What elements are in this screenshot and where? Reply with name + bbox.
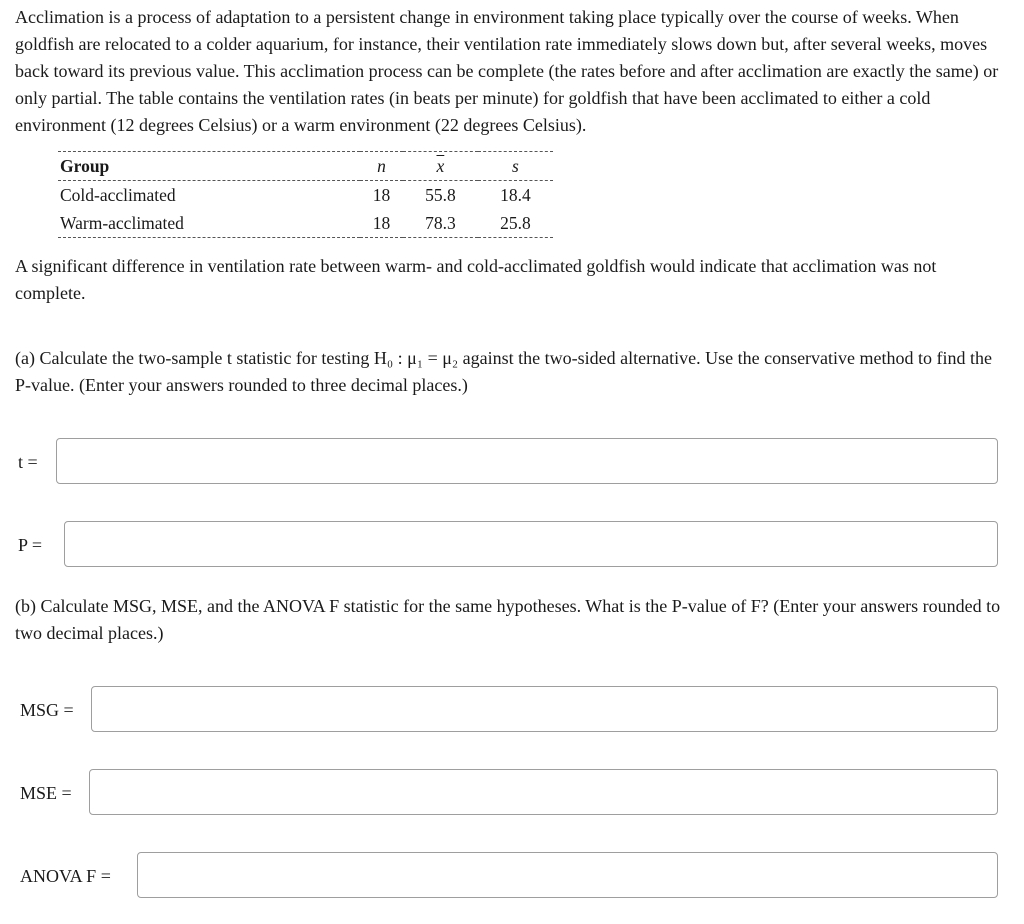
mse-label: MSE = xyxy=(20,783,72,803)
intro-paragraph: Acclimation is a process of adaptation to a persistent change in environment taking place typically over the course of weeks. When goldfish are relocated to a colder aquarium, for instance, their ventilation rate immediately slows down but, after several weeks, moves back toward its previous value. This acclimation process can be complete (the rates before and after acclimation are exactly the same) or only partial. The table contains the ventilation rates (in beats per minute) for goldfish that have been acclimated to either a cold environment (12 degrees Celsius) or a warm environment (22 degrees Celsius). xyxy=(15,7,999,135)
anova-f-label: ANOVA F = xyxy=(20,866,111,886)
header-s: s xyxy=(478,152,553,181)
header-group: Group xyxy=(58,152,360,181)
row-s: 18.4 xyxy=(500,184,531,205)
msg-input[interactable] xyxy=(91,686,998,732)
p-label: P = xyxy=(18,535,42,555)
header-xbar: $\overline{x}$ xyxy=(403,152,478,181)
mse-input[interactable] xyxy=(89,769,998,815)
question-b: (b) Calculate MSG, MSE, and the ANOVA F statistic for the same hypotheses. What is the P-value of F? (Enter your answers rounded to two decimal places.) xyxy=(15,596,1001,643)
row-n: 18 xyxy=(360,209,403,238)
msg-label: MSG = xyxy=(20,700,74,720)
t-statistic-input[interactable] xyxy=(56,438,998,484)
row-xbar: 55.8 xyxy=(425,184,456,205)
p-value-input[interactable] xyxy=(64,521,998,567)
row-s: 25.8 xyxy=(478,209,553,238)
t-label: t = xyxy=(18,452,38,472)
note-paragraph: A significant difference in ventilation rate between warm- and cold-acclimated goldfish would indicate that acclimation was not complete. xyxy=(15,256,937,303)
row-group: Warm-acclimated xyxy=(58,209,360,238)
table-header-row xyxy=(58,152,553,181)
ventilation-table xyxy=(58,151,553,238)
question-a: (a) Calculate the two-sample t statistic for testing H₀ : μ₁ = μ₂ against the two-sided alternative. Use the conservative method to find the P-value. (Enter your answers rounded to three decimal places.) xyxy=(15,348,993,395)
table-row xyxy=(58,209,553,238)
row-group: Cold-acclimated xyxy=(60,184,176,205)
table-row xyxy=(58,181,553,210)
header-n: n xyxy=(360,152,403,181)
anova-f-input[interactable] xyxy=(137,852,998,898)
row-xbar: 78.3 xyxy=(403,209,478,238)
row-n: 18 xyxy=(372,184,391,205)
